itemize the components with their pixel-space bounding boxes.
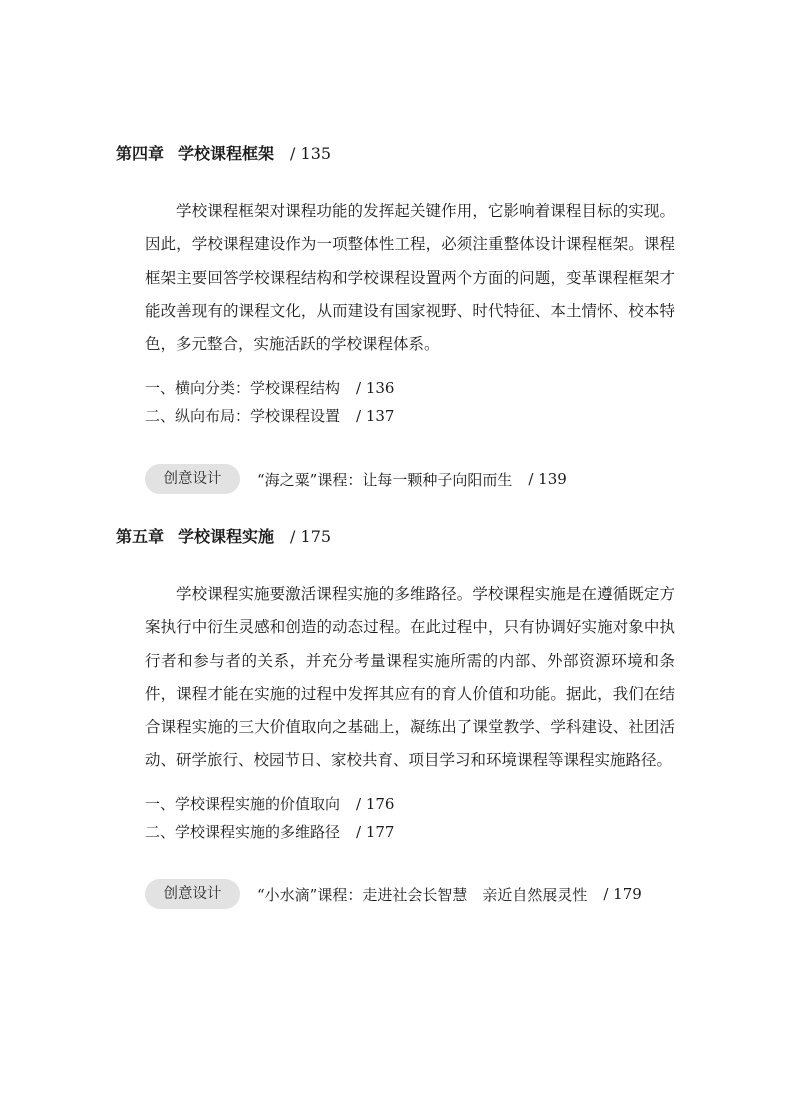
section-label: 一、学校课程实施的价值取向 (145, 795, 341, 813)
chapter-5-number: 第五章 (116, 527, 165, 546)
chapter-4-intro: 学校课程框架对课程功能的发挥起关键作用，它影响着课程目标的实现。因此，学校课程建设作为一项整体性工程，必须注重整体设计课程框架。课程框架主要回答学校课程结构和学校课程设置两个方面的问题，变革课程框架才能改善现有的课程文化，从而建设有国家视野、时代特征、本土情怀、校本特色，多元整合，实施活跃的学校课程体系。 (145, 202, 675, 354)
chapter-5-intro: 学校课程实施要激活课程实施的多维路径。学校课程实施是在遵循既定方案执行中衍生灵感和创造的动态过程。在此过程中，只有协调好实施对象中执行者和参与者的关系，并充分考量课程实施所需的内部、外部资源环境和条件，课程才能在实施的过程中发挥其应有的育人价值和功能。据此，我们在结合课程实施的三大价值取向之基础上，凝练出了课堂教学、学科建设、社团活动、研学旅行、校园节日、家校共育、项目学习和环境课程等课程实施路径。 (145, 585, 675, 770)
creative-design-page: / 179 (603, 885, 642, 903)
chapter-5-sections (145, 790, 394, 846)
section-label: 一、横向分类：学校课程结构 (145, 379, 341, 397)
section-page: / 177 (356, 823, 395, 841)
chapter-4-sections (145, 374, 394, 430)
chapter-5-page: / 175 (290, 527, 332, 546)
section-page: / 137 (356, 407, 395, 425)
creative-design-badge: 创意设计 (145, 464, 240, 494)
chapter-5-section-1[interactable] (145, 790, 394, 818)
creative-design-page: / 139 (528, 470, 567, 488)
chapter-4-number: 第四章 (116, 144, 165, 163)
section-page: / 176 (356, 795, 395, 813)
chapter-5-creative-design[interactable] (145, 879, 642, 909)
chapter-4-page: / 135 (290, 144, 332, 163)
creative-design-badge: 创意设计 (145, 879, 240, 909)
creative-design-title: “小水滴”课程：走进社会长智慧 亲近自然展灵性 (257, 885, 588, 904)
chapter-5-title: 学校课程实施 (178, 527, 275, 546)
creative-design-title: “海之粟”课程：让每一颗种子向阳而生 (257, 470, 513, 489)
chapter-5-section-2[interactable] (145, 818, 394, 846)
section-label: 二、纵向布局：学校课程设置 (145, 407, 341, 425)
chapter-4-heading[interactable] (116, 144, 331, 164)
chapter-4-creative-design[interactable] (145, 464, 567, 494)
chapter-4-section-2[interactable] (145, 402, 394, 430)
chapter-5-heading[interactable] (116, 527, 331, 547)
section-label: 二、学校课程实施的多维路径 (145, 823, 341, 841)
chapter-4-title: 学校课程框架 (178, 144, 275, 163)
section-page: / 136 (356, 379, 395, 397)
chapter-4-section-1[interactable] (145, 374, 394, 402)
